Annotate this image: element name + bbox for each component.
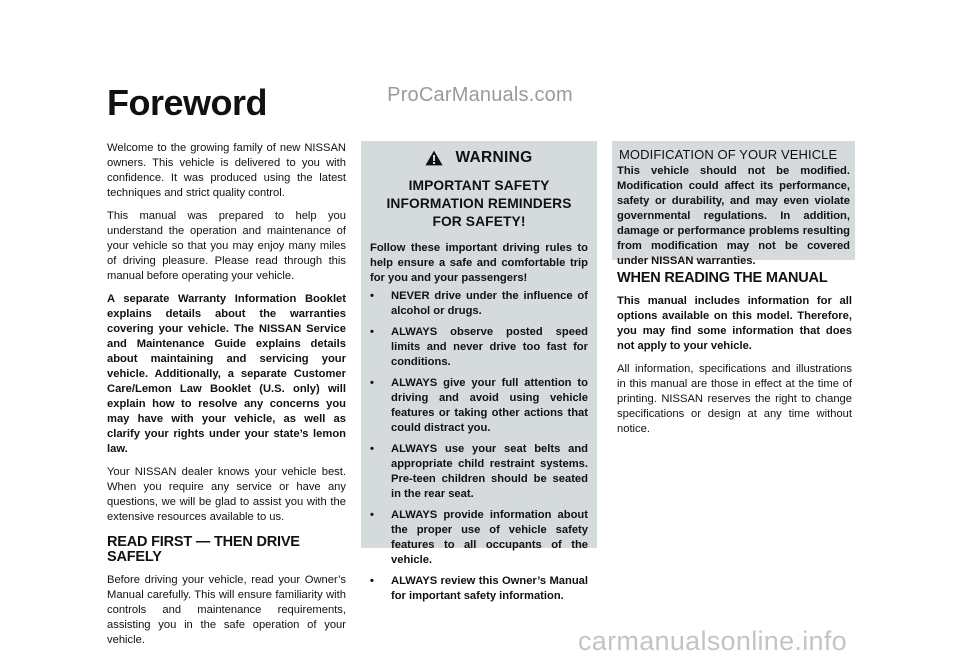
read-first-heading: READ FIRST — THEN DRIVE SAFELY — [107, 534, 300, 565]
read-first-paragraph: Before driving your vehicle, read your Owner’s Manual carefully. This will ensure familiarity with controls and maintenance requirements, assisting you in the safe operation of your vehicle. — [107, 574, 346, 646]
reading-options-paragraph: This manual includes information for all options available on this model. Therefore, you may find some information that does not apply to your vehicle. — [617, 295, 852, 352]
right-column — [617, 271, 852, 445]
warning-item-text: ALWAYS give your full attention to driving and avoid using vehicle features or taking other actions that could distract you. — [391, 377, 588, 434]
modification-text: This vehicle should not be modified. Modification could affect its performance, safety or durability, and may even violate governmental regulations. In addition, damage or performance problems resulting from modification may not be covered under NISSAN warranties. — [617, 165, 850, 267]
warning-list — [370, 289, 588, 604]
warning-item — [370, 289, 588, 319]
left-column — [107, 141, 346, 656]
warning-intro: Follow these important driving rules to help ensure a safe and comfortable trip for you and your passengers! — [370, 242, 588, 284]
dealer-paragraph: Your NISSAN dealer knows your vehicle best. When you require any service or have any questions, we will be glad to assist you with the extensive resources available to us. — [107, 466, 346, 523]
reading-info-paragraph: All information, specifications and illustrations in this manual are those in effect at the time of printing. NISSAN reserves the right to change specifications or design at any time without notice. — [617, 363, 852, 435]
warning-label: WARNING — [455, 149, 533, 166]
page-title: Foreword — [107, 82, 268, 123]
warning-item — [370, 508, 588, 568]
warning-item-text: ALWAYS provide information about the proper use of vehicle safety features to all occupants of the vehicle. — [391, 509, 588, 566]
warning-triangle-icon — [425, 150, 443, 166]
bullet: • — [370, 443, 374, 455]
warning-item — [370, 442, 588, 502]
bullet: • — [370, 575, 374, 587]
warning-box — [361, 141, 597, 602]
welcome-paragraph: Welcome to the growing family of new NISSAN owners. This vehicle is delivered to you with confidence. It was produced using the latest techniques and strict quality control. — [107, 142, 346, 199]
warning-item — [370, 376, 588, 436]
warning-item — [370, 574, 588, 604]
bullet: • — [370, 377, 374, 389]
bullet: • — [370, 509, 374, 521]
warning-header — [370, 143, 588, 173]
watermark-bottom: carmanualsonline.info — [578, 626, 847, 656]
manual-purpose-paragraph: This manual was prepared to help you understand the operation and maintenance of your vehicle so that you may enjoy many miles of driving pleasure. Please read through this manual before operating your vehicle. — [107, 210, 346, 282]
warning-title: IMPORTANT SAFETY INFORMATION REMINDERS FOR SAFETY! — [386, 178, 572, 229]
bullet: • — [370, 290, 374, 302]
modification-heading: MODIFICATION OF YOUR VEHICLE — [619, 147, 838, 162]
warning-item — [370, 325, 588, 370]
warning-item-text: NEVER drive under the influence of alcohol or drugs. — [391, 290, 588, 317]
watermark-top: ProCarManuals.com — [387, 84, 573, 106]
warranty-paragraph: A separate Warranty Information Booklet explains details about the warranties covering your vehicle. The NISSAN Service and Maintenance Guide explains details about maintaining and servicing your vehicle. Additionally, a separate Customer Care/Lemon Law Booklet (U.S. only) will explain how to resolve any concerns you may have with your vehicle, as well as clarify your rights under your state’s lemon law. — [107, 293, 346, 455]
warning-item-text: ALWAYS observe posted speed limits and never drive too fast for conditions. — [391, 326, 588, 368]
warning-item-text: ALWAYS review this Owner’s Manual for important safety information. — [391, 575, 588, 602]
warning-item-text: ALWAYS use your seat belts and appropriate child restraint systems. Pre-teen children should be seated in the rear seat. — [391, 443, 588, 500]
bullet: • — [370, 326, 374, 338]
modification-box — [612, 141, 855, 267]
reading-heading: WHEN READING THE MANUAL — [617, 270, 828, 286]
